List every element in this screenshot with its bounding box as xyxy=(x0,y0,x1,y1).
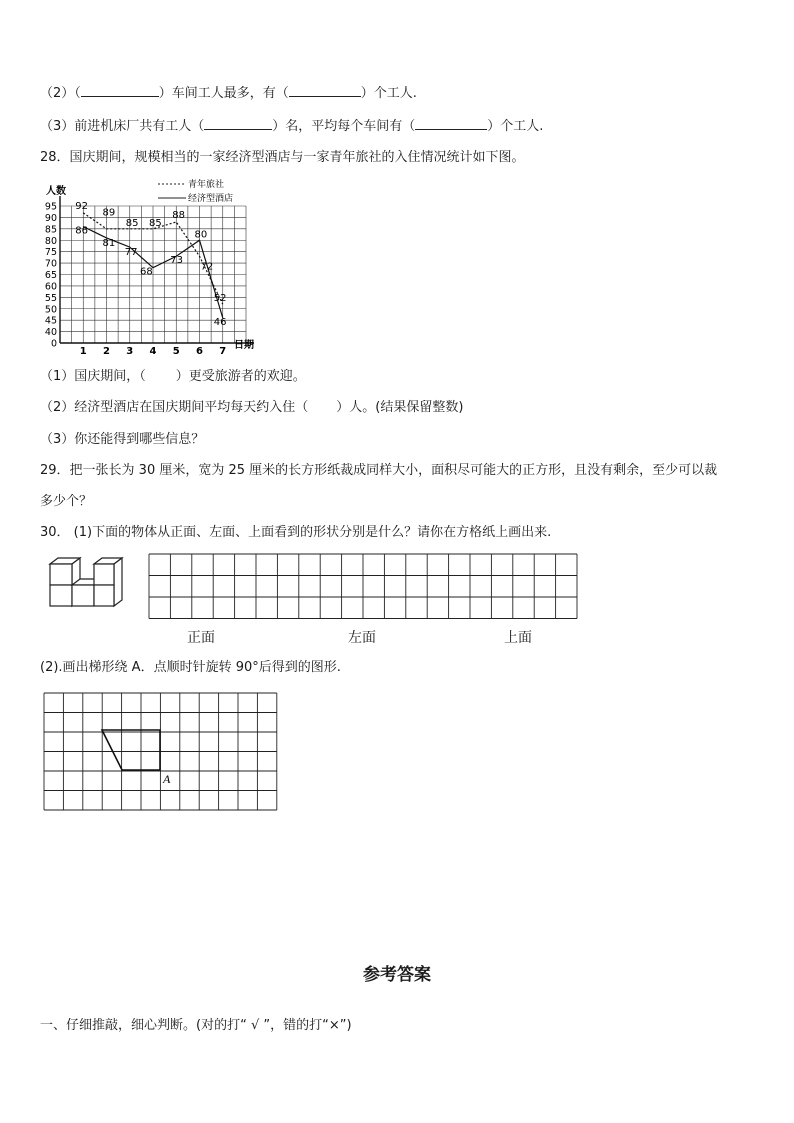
q27-l2-part-b: ）车间工人最多，有（ xyxy=(158,86,289,101)
chart-y-tick-label: 50 xyxy=(44,304,57,316)
label-left-view: 左面 xyxy=(348,630,376,646)
q28-sub2-a: （2）经济型酒店在国庆期间平均每天约入住（ xyxy=(40,400,309,415)
chart-y-tick-label: 80 xyxy=(44,235,57,247)
chart-point-label: 73 xyxy=(170,255,183,267)
label-top-view: 上面 xyxy=(504,630,532,646)
q28-sub3: （3）你还能得到哪些信息？ xyxy=(40,432,205,447)
chart-y-tick-label: 90 xyxy=(44,212,57,224)
chart-x-tick-label: 7 xyxy=(219,346,227,357)
q29-line-2: 多少个？ xyxy=(40,494,93,509)
q28-sub1-b: ）更受旅游者的欢迎。 xyxy=(175,369,306,384)
q27-line-3 xyxy=(40,115,543,134)
answers-title: 参考答案 xyxy=(363,965,431,985)
answers-section-1: 一、仔细推敲，细心判断。(对的打“ √ ”，错的打“×”) xyxy=(40,1018,352,1033)
chart-y-tick-label: 40 xyxy=(44,327,57,339)
q27-l3-part-c: ）个工人. xyxy=(487,119,544,134)
chart-x-tick-label: 4 xyxy=(149,346,157,357)
legend-youth-hostel: 青年旅社 xyxy=(188,180,225,190)
chart-y-tick-label: 0 xyxy=(50,338,57,350)
chart-point-label: 86 xyxy=(75,225,88,237)
chart-point-label: 52 xyxy=(213,293,227,305)
chart-y-tick-label: 70 xyxy=(44,258,57,270)
chart-x-tick-label: 3 xyxy=(126,346,134,357)
chart-y-tick-label: 65 xyxy=(44,270,57,281)
chart-point-label: 80 xyxy=(194,229,208,241)
chart-y-tick-label: 95 xyxy=(44,201,57,213)
chart-y-tick-label: 45 xyxy=(44,315,57,327)
q28-sub2-b: ）人。(结果保留整数) xyxy=(336,400,464,415)
q30-stem: 30． (1)下面的物体从正面、左面、上面看到的形状分别是什么？请你在方格纸上画出来. xyxy=(40,525,552,540)
chart-y-tick-label: 55 xyxy=(44,292,57,304)
cube-stack-figure xyxy=(42,556,124,610)
chart-y-tick-label: 75 xyxy=(44,247,57,259)
chart-point-label: 85 xyxy=(149,217,162,229)
q27-blank-3[interactable] xyxy=(204,117,272,130)
q30-part2: (2).画出梯形绕 A．点顺时针旋转 90°后得到的图形. xyxy=(40,660,341,675)
legend-budget-hotel: 经济型酒店 xyxy=(188,194,234,204)
q27-blank-2[interactable] xyxy=(289,84,361,97)
chart-point-label: 72 xyxy=(200,261,214,273)
rotation-grid[interactable] xyxy=(43,692,279,812)
chart-x-axis-label: 日期 xyxy=(234,340,254,351)
label-front-view: 正面 xyxy=(187,630,215,646)
chart-point-label: 88 xyxy=(172,209,185,221)
q29-line-1: 29．把一张长为 30 厘米，宽为 25 厘米的长方形纸裁成同样大小，面积尽可能大的正方形，且没有剩余，至少可以裁 xyxy=(40,463,718,478)
chart-legend xyxy=(158,178,233,204)
chart-y-axis-label: 人数 xyxy=(46,186,66,197)
occupancy-line-chart xyxy=(36,176,266,358)
q27-l2-part-c: ）个工人. xyxy=(360,86,417,101)
q27-blank-4[interactable] xyxy=(415,117,487,130)
chart-x-tick-label: 5 xyxy=(172,346,180,357)
chart-y-tick-label: 60 xyxy=(44,281,57,293)
chart-point-label: 85 xyxy=(125,217,139,229)
q28-sub2 xyxy=(40,396,463,415)
chart-y-tick-label: 85 xyxy=(44,224,57,236)
chart-x-tick-label: 2 xyxy=(103,346,110,357)
view-drawing-grid[interactable] xyxy=(148,553,578,621)
chart-x-tick-label: 6 xyxy=(196,346,203,357)
q27-l2-part-a: （2）（ xyxy=(40,86,81,101)
q27-line-2 xyxy=(40,82,417,101)
chart-point-label: 46 xyxy=(213,316,227,328)
q27-blank-1[interactable] xyxy=(81,84,159,97)
chart-x-tick-label: 1 xyxy=(79,346,87,357)
chart-point-label: 92 xyxy=(75,200,88,212)
trapezoid-shape xyxy=(102,730,160,770)
point-a-label: A xyxy=(163,772,171,786)
chart-point-label: 77 xyxy=(124,247,138,259)
q27-l3-part-b: ）名，平均每个车间有（ xyxy=(272,119,416,134)
q27-l3-part-a: （3）前进机床厂共有工人（ xyxy=(40,119,205,134)
chart-point-label: 81 xyxy=(102,237,116,249)
chart-point-label: 89 xyxy=(102,207,116,219)
q28-stem: 28．国庆期间，规模相当的一家经济型酒店与一家青年旅社的入住情况统计如下图。 xyxy=(40,150,525,165)
chart-point-label: 68 xyxy=(140,266,153,278)
q28-sub1-a: （1）国庆期间，（ xyxy=(40,369,146,384)
q28-sub1 xyxy=(40,365,306,384)
